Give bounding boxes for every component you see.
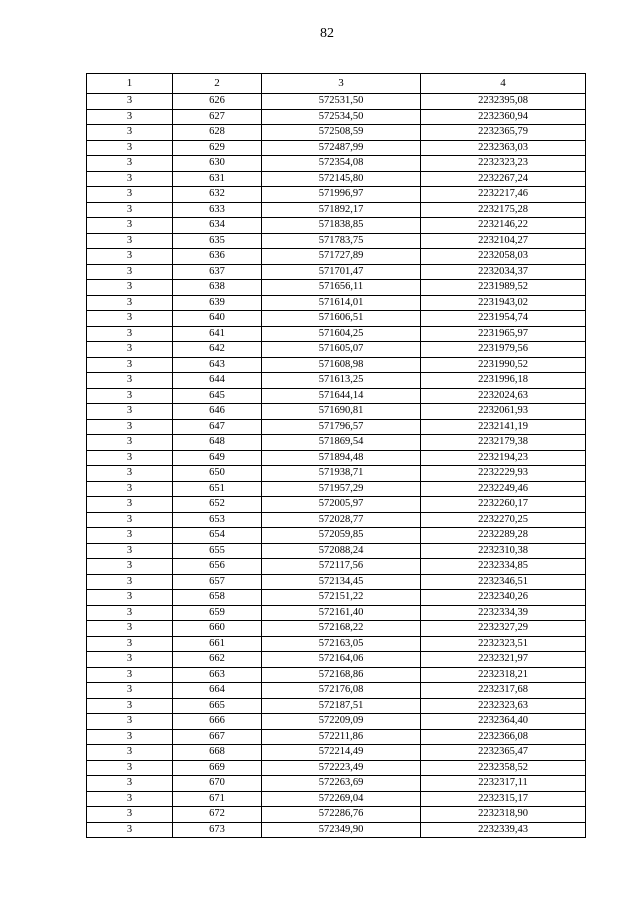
x-coordinate-cell: 571869,54: [262, 435, 421, 451]
table-row: [87, 636, 586, 652]
x-coordinate-cell: 572164,06: [262, 652, 421, 668]
y-coordinate-cell: 2232318,21: [421, 667, 586, 683]
x-coordinate-cell: 572349,90: [262, 822, 421, 838]
y-coordinate-cell: 2232334,39: [421, 605, 586, 621]
x-coordinate-cell: 571644,14: [262, 388, 421, 404]
header-cell-col-2: 2: [173, 74, 262, 94]
y-coordinate-cell: 2232058,03: [421, 249, 586, 265]
point-number-cell: 672: [173, 807, 262, 823]
x-coordinate-cell: 571605,07: [262, 342, 421, 358]
x-coordinate-cell: 572269,04: [262, 791, 421, 807]
zone-cell: 3: [87, 125, 173, 141]
point-number-cell: 658: [173, 590, 262, 606]
table-row: [87, 326, 586, 342]
zone-cell: 3: [87, 667, 173, 683]
x-coordinate-cell: 572168,22: [262, 621, 421, 637]
table-row: [87, 466, 586, 482]
zone-cell: 3: [87, 698, 173, 714]
zone-cell: 3: [87, 94, 173, 110]
zone-cell: 3: [87, 822, 173, 838]
point-number-cell: 630: [173, 156, 262, 172]
zone-cell: 3: [87, 776, 173, 792]
table-row: [87, 342, 586, 358]
point-number-cell: 650: [173, 466, 262, 482]
table-row: [87, 187, 586, 203]
x-coordinate-cell: 571604,25: [262, 326, 421, 342]
point-number-cell: 655: [173, 543, 262, 559]
zone-cell: 3: [87, 156, 173, 172]
y-coordinate-cell: 2232270,25: [421, 512, 586, 528]
x-coordinate-cell: 571656,11: [262, 280, 421, 296]
zone-cell: 3: [87, 745, 173, 761]
table-row: [87, 760, 586, 776]
point-number-cell: 663: [173, 667, 262, 683]
y-coordinate-cell: 2232364,40: [421, 714, 586, 730]
y-coordinate-cell: 2232229,93: [421, 466, 586, 482]
table-row: [87, 791, 586, 807]
point-number-cell: 671: [173, 791, 262, 807]
zone-cell: 3: [87, 342, 173, 358]
zone-cell: 3: [87, 714, 173, 730]
zone-cell: 3: [87, 605, 173, 621]
y-coordinate-cell: 2232175,28: [421, 202, 586, 218]
x-coordinate-cell: 572163,05: [262, 636, 421, 652]
x-coordinate-cell: 572187,51: [262, 698, 421, 714]
point-number-cell: 640: [173, 311, 262, 327]
coordinates-table: [86, 73, 586, 838]
table-row: [87, 822, 586, 838]
zone-cell: 3: [87, 512, 173, 528]
table-row: [87, 497, 586, 513]
point-number-cell: 634: [173, 218, 262, 234]
point-number-cell: 666: [173, 714, 262, 730]
zone-cell: 3: [87, 621, 173, 637]
y-coordinate-cell: 2232267,24: [421, 171, 586, 187]
y-coordinate-cell: 2231979,56: [421, 342, 586, 358]
point-number-cell: 641: [173, 326, 262, 342]
zone-cell: 3: [87, 233, 173, 249]
point-number-cell: 652: [173, 497, 262, 513]
point-number-cell: 633: [173, 202, 262, 218]
point-number-cell: 670: [173, 776, 262, 792]
zone-cell: 3: [87, 171, 173, 187]
table-row: [87, 171, 586, 187]
y-coordinate-cell: 2232034,37: [421, 264, 586, 280]
y-coordinate-cell: 2232260,17: [421, 497, 586, 513]
x-coordinate-cell: 571690,81: [262, 404, 421, 420]
x-coordinate-cell: 572005,97: [262, 497, 421, 513]
table-row: [87, 249, 586, 265]
point-number-cell: 660: [173, 621, 262, 637]
x-coordinate-cell: 572286,76: [262, 807, 421, 823]
y-coordinate-cell: 2231989,52: [421, 280, 586, 296]
point-number-cell: 632: [173, 187, 262, 203]
point-number-cell: 657: [173, 574, 262, 590]
y-coordinate-cell: 2232104,27: [421, 233, 586, 249]
y-coordinate-cell: 2232358,52: [421, 760, 586, 776]
y-coordinate-cell: 2232363,03: [421, 140, 586, 156]
y-coordinate-cell: 2232323,63: [421, 698, 586, 714]
table-row: [87, 698, 586, 714]
point-number-cell: 626: [173, 94, 262, 110]
table-header: [87, 74, 586, 94]
y-coordinate-cell: 2232318,90: [421, 807, 586, 823]
x-coordinate-cell: 572059,85: [262, 528, 421, 544]
zone-cell: 3: [87, 559, 173, 575]
x-coordinate-cell: 571957,29: [262, 481, 421, 497]
x-coordinate-cell: 572117,56: [262, 559, 421, 575]
x-coordinate-cell: 571701,47: [262, 264, 421, 280]
zone-cell: 3: [87, 264, 173, 280]
point-number-cell: 638: [173, 280, 262, 296]
point-number-cell: 653: [173, 512, 262, 528]
header-row: [87, 74, 586, 94]
table-row: [87, 218, 586, 234]
table-row: [87, 109, 586, 125]
zone-cell: 3: [87, 807, 173, 823]
x-coordinate-cell: 571996,97: [262, 187, 421, 203]
table-row: [87, 233, 586, 249]
table-row: [87, 559, 586, 575]
point-number-cell: 643: [173, 357, 262, 373]
zone-cell: 3: [87, 543, 173, 559]
y-coordinate-cell: 2232315,17: [421, 791, 586, 807]
point-number-cell: 665: [173, 698, 262, 714]
point-number-cell: 629: [173, 140, 262, 156]
point-number-cell: 659: [173, 605, 262, 621]
table-row: [87, 388, 586, 404]
table-row: [87, 295, 586, 311]
point-number-cell: 637: [173, 264, 262, 280]
table-row: [87, 357, 586, 373]
zone-cell: 3: [87, 481, 173, 497]
table-row: [87, 605, 586, 621]
y-coordinate-cell: 2232334,85: [421, 559, 586, 575]
y-coordinate-cell: 2232217,46: [421, 187, 586, 203]
zone-cell: 3: [87, 109, 173, 125]
table-row: [87, 264, 586, 280]
point-number-cell: 635: [173, 233, 262, 249]
x-coordinate-cell: 572223,49: [262, 760, 421, 776]
point-number-cell: 644: [173, 373, 262, 389]
x-coordinate-cell: 571894,48: [262, 450, 421, 466]
x-coordinate-cell: 572176,08: [262, 683, 421, 699]
y-coordinate-cell: 2232310,38: [421, 543, 586, 559]
y-coordinate-cell: 2232360,94: [421, 109, 586, 125]
zone-cell: 3: [87, 528, 173, 544]
point-number-cell: 646: [173, 404, 262, 420]
zone-cell: 3: [87, 388, 173, 404]
table-row: [87, 373, 586, 389]
point-number-cell: 673: [173, 822, 262, 838]
y-coordinate-cell: 2232321,97: [421, 652, 586, 668]
table-row: [87, 202, 586, 218]
table-row: [87, 807, 586, 823]
point-number-cell: 668: [173, 745, 262, 761]
point-number-cell: 636: [173, 249, 262, 265]
zone-cell: 3: [87, 791, 173, 807]
zone-cell: 3: [87, 497, 173, 513]
table-row: [87, 481, 586, 497]
zone-cell: 3: [87, 187, 173, 203]
point-number-cell: 627: [173, 109, 262, 125]
x-coordinate-cell: 571892,17: [262, 202, 421, 218]
zone-cell: 3: [87, 373, 173, 389]
y-coordinate-cell: 2232339,43: [421, 822, 586, 838]
zone-cell: 3: [87, 450, 173, 466]
x-coordinate-cell: 572214,49: [262, 745, 421, 761]
header-cell-col-4: 4: [421, 74, 586, 94]
table-row: [87, 621, 586, 637]
zone-cell: 3: [87, 202, 173, 218]
table-body: [87, 94, 586, 838]
x-coordinate-cell: 572151,22: [262, 590, 421, 606]
x-coordinate-cell: 572145,80: [262, 171, 421, 187]
page-number: 82: [320, 26, 334, 41]
y-coordinate-cell: 2231954,74: [421, 311, 586, 327]
zone-cell: 3: [87, 636, 173, 652]
table-row: [87, 776, 586, 792]
y-coordinate-cell: 2232179,38: [421, 435, 586, 451]
zone-cell: 3: [87, 326, 173, 342]
point-number-cell: 661: [173, 636, 262, 652]
zone-cell: 3: [87, 574, 173, 590]
zone-cell: 3: [87, 249, 173, 265]
point-number-cell: 664: [173, 683, 262, 699]
x-coordinate-cell: 571838,85: [262, 218, 421, 234]
header-cell-col-3: 3: [262, 74, 421, 94]
table-row: [87, 543, 586, 559]
point-number-cell: 628: [173, 125, 262, 141]
table-row: [87, 667, 586, 683]
table-row: [87, 435, 586, 451]
point-number-cell: 639: [173, 295, 262, 311]
header-cell-col-1: 1: [87, 74, 173, 94]
y-coordinate-cell: 2232365,47: [421, 745, 586, 761]
zone-cell: 3: [87, 652, 173, 668]
x-coordinate-cell: 572534,50: [262, 109, 421, 125]
y-coordinate-cell: 2232146,22: [421, 218, 586, 234]
point-number-cell: 667: [173, 729, 262, 745]
x-coordinate-cell: 572209,09: [262, 714, 421, 730]
table-row: [87, 280, 586, 296]
y-coordinate-cell: 2231943,02: [421, 295, 586, 311]
point-number-cell: 651: [173, 481, 262, 497]
x-coordinate-cell: 571938,71: [262, 466, 421, 482]
table-row: [87, 125, 586, 141]
table-row: [87, 404, 586, 420]
zone-cell: 3: [87, 404, 173, 420]
point-number-cell: 662: [173, 652, 262, 668]
point-number-cell: 649: [173, 450, 262, 466]
y-coordinate-cell: 2232366,08: [421, 729, 586, 745]
point-number-cell: 656: [173, 559, 262, 575]
zone-cell: 3: [87, 311, 173, 327]
y-coordinate-cell: 2232317,11: [421, 776, 586, 792]
zone-cell: 3: [87, 419, 173, 435]
y-coordinate-cell: 2232061,93: [421, 404, 586, 420]
x-coordinate-cell: 572354,08: [262, 156, 421, 172]
table-row: [87, 574, 586, 590]
x-coordinate-cell: 571727,89: [262, 249, 421, 265]
table-row: [87, 156, 586, 172]
y-coordinate-cell: 2232323,51: [421, 636, 586, 652]
point-number-cell: 654: [173, 528, 262, 544]
zone-cell: 3: [87, 218, 173, 234]
table-row: [87, 683, 586, 699]
y-coordinate-cell: 2232346,51: [421, 574, 586, 590]
y-coordinate-cell: 2232340,26: [421, 590, 586, 606]
zone-cell: 3: [87, 729, 173, 745]
x-coordinate-cell: 572531,50: [262, 94, 421, 110]
zone-cell: 3: [87, 760, 173, 776]
point-number-cell: 631: [173, 171, 262, 187]
table-row: [87, 745, 586, 761]
table-row: [87, 729, 586, 745]
point-number-cell: 645: [173, 388, 262, 404]
table-row: [87, 450, 586, 466]
x-coordinate-cell: 572161,40: [262, 605, 421, 621]
zone-cell: 3: [87, 280, 173, 296]
x-coordinate-cell: 571606,51: [262, 311, 421, 327]
y-coordinate-cell: 2232365,79: [421, 125, 586, 141]
x-coordinate-cell: 571613,25: [262, 373, 421, 389]
x-coordinate-cell: 572088,24: [262, 543, 421, 559]
zone-cell: 3: [87, 683, 173, 699]
x-coordinate-cell: 572211,86: [262, 729, 421, 745]
zone-cell: 3: [87, 466, 173, 482]
x-coordinate-cell: 572263,69: [262, 776, 421, 792]
x-coordinate-cell: 572168,86: [262, 667, 421, 683]
zone-cell: 3: [87, 295, 173, 311]
y-coordinate-cell: 2232395,08: [421, 94, 586, 110]
x-coordinate-cell: 572487,99: [262, 140, 421, 156]
table-row: [87, 140, 586, 156]
y-coordinate-cell: 2232194,23: [421, 450, 586, 466]
zone-cell: 3: [87, 590, 173, 606]
y-coordinate-cell: 2232323,23: [421, 156, 586, 172]
y-coordinate-cell: 2232317,68: [421, 683, 586, 699]
table-row: [87, 419, 586, 435]
y-coordinate-cell: 2232024,63: [421, 388, 586, 404]
y-coordinate-cell: 2232327,29: [421, 621, 586, 637]
x-coordinate-cell: 572134,45: [262, 574, 421, 590]
y-coordinate-cell: 2232249,46: [421, 481, 586, 497]
y-coordinate-cell: 2231990,52: [421, 357, 586, 373]
point-number-cell: 647: [173, 419, 262, 435]
point-number-cell: 642: [173, 342, 262, 358]
table-row: [87, 528, 586, 544]
x-coordinate-cell: 571783,75: [262, 233, 421, 249]
x-coordinate-cell: 571614,01: [262, 295, 421, 311]
table-row: [87, 714, 586, 730]
y-coordinate-cell: 2231965,97: [421, 326, 586, 342]
x-coordinate-cell: 572508,59: [262, 125, 421, 141]
y-coordinate-cell: 2231996,18: [421, 373, 586, 389]
zone-cell: 3: [87, 357, 173, 373]
table-row: [87, 652, 586, 668]
x-coordinate-cell: 571608,98: [262, 357, 421, 373]
point-number-cell: 669: [173, 760, 262, 776]
zone-cell: 3: [87, 140, 173, 156]
x-coordinate-cell: 571796,57: [262, 419, 421, 435]
table-row: [87, 512, 586, 528]
table-row: [87, 590, 586, 606]
y-coordinate-cell: 2232289,28: [421, 528, 586, 544]
y-coordinate-cell: 2232141,19: [421, 419, 586, 435]
table-row: [87, 311, 586, 327]
zone-cell: 3: [87, 435, 173, 451]
table-row: [87, 94, 586, 110]
point-number-cell: 648: [173, 435, 262, 451]
x-coordinate-cell: 572028,77: [262, 512, 421, 528]
